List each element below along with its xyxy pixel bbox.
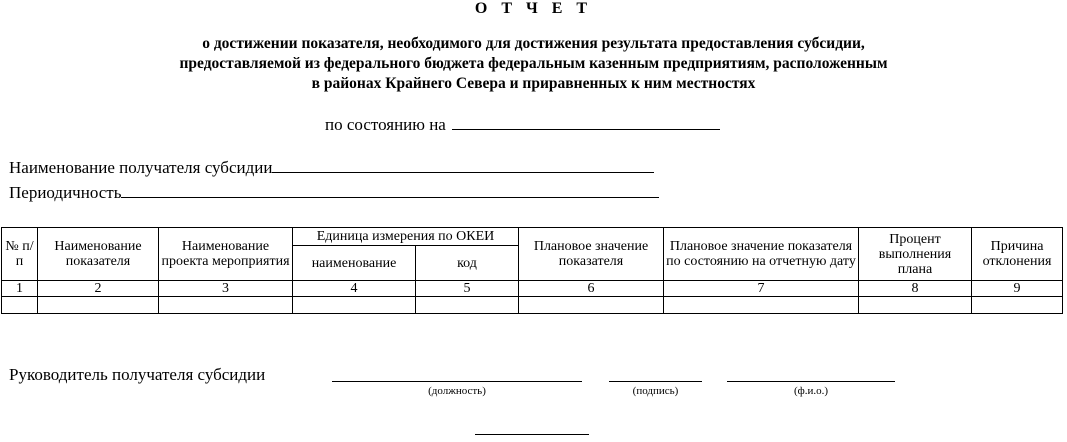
signature-blank[interactable] <box>609 380 702 382</box>
table-cell[interactable] <box>293 297 416 314</box>
as-of-date-blank[interactable] <box>452 113 720 130</box>
table-cell[interactable] <box>519 297 664 314</box>
position-caption: (должность) <box>428 385 486 397</box>
bottom-divider <box>475 434 589 435</box>
column-number: 1 <box>2 281 38 297</box>
signature-caption: (подпись) <box>632 385 679 397</box>
table-row-empty <box>2 297 1063 314</box>
periodicity-blank[interactable] <box>121 181 659 198</box>
header-cell-okei: Единица измерения по ОКЕИ <box>293 228 519 246</box>
table-cell[interactable] <box>859 297 972 314</box>
table-cell[interactable] <box>38 297 159 314</box>
column-number: 4 <box>293 281 416 297</box>
document-subtitle <box>0 34 1067 94</box>
subtitle-line-3: в районах Крайнего Севера и приравненных к ним местностях <box>311 75 756 92</box>
document-title: О Т Ч Е Т <box>474 0 593 17</box>
table-cell[interactable] <box>2 297 38 314</box>
report-table <box>1 227 1063 314</box>
recipient-label: Наименование получателя субсидии <box>9 158 273 177</box>
header-cell-planned: Плановое значение показателя <box>519 228 664 281</box>
full-name-caption: (ф.и.о.) <box>793 385 829 397</box>
header-cell-reason: Причина отклонения <box>972 228 1063 281</box>
column-number: 6 <box>519 281 664 297</box>
header-cell-indicator: Наименование показателя <box>38 228 159 281</box>
table-cell[interactable] <box>159 297 293 314</box>
table-cell[interactable] <box>416 297 519 314</box>
column-number: 2 <box>38 281 159 297</box>
position-blank[interactable] <box>332 380 582 382</box>
table-cell[interactable] <box>972 297 1063 314</box>
full-name-blank[interactable] <box>727 380 895 382</box>
recipient-name-blank[interactable] <box>272 156 654 173</box>
column-number: 3 <box>159 281 293 297</box>
header-cell-percent: Процент выполнения плана <box>859 228 972 281</box>
subtitle-line-1: о достижении показателя, необходимого для достижения результата предоставления субсидии, <box>202 35 865 52</box>
column-number: 8 <box>859 281 972 297</box>
signature-label: Руководитель получателя субсидии <box>9 365 266 384</box>
as-of-label: по состоянию на <box>325 115 446 134</box>
periodicity-label: Периодичность <box>9 183 122 202</box>
subtitle-line-2: предоставляемой из федерального бюджета федеральным казенным предприятиям, расположенным <box>179 55 888 72</box>
table-row-numbers <box>2 281 1063 297</box>
column-number: 5 <box>416 281 519 297</box>
header-cell-project: Наименование проекта мероприятия <box>159 228 293 281</box>
as-of-row <box>325 113 720 135</box>
column-number: 7 <box>664 281 859 297</box>
header-cell-okei-code: код <box>416 246 519 281</box>
header-cell-okei-name: наименование <box>293 246 416 281</box>
header-cell-num: № п/п <box>2 228 38 281</box>
periodicity-row <box>9 181 659 203</box>
column-number: 9 <box>972 281 1063 297</box>
header-cell-planned-date: Плановое значение показателя по состоянию на отчетную дату <box>664 228 859 281</box>
table-cell[interactable] <box>664 297 859 314</box>
recipient-row <box>9 156 654 178</box>
